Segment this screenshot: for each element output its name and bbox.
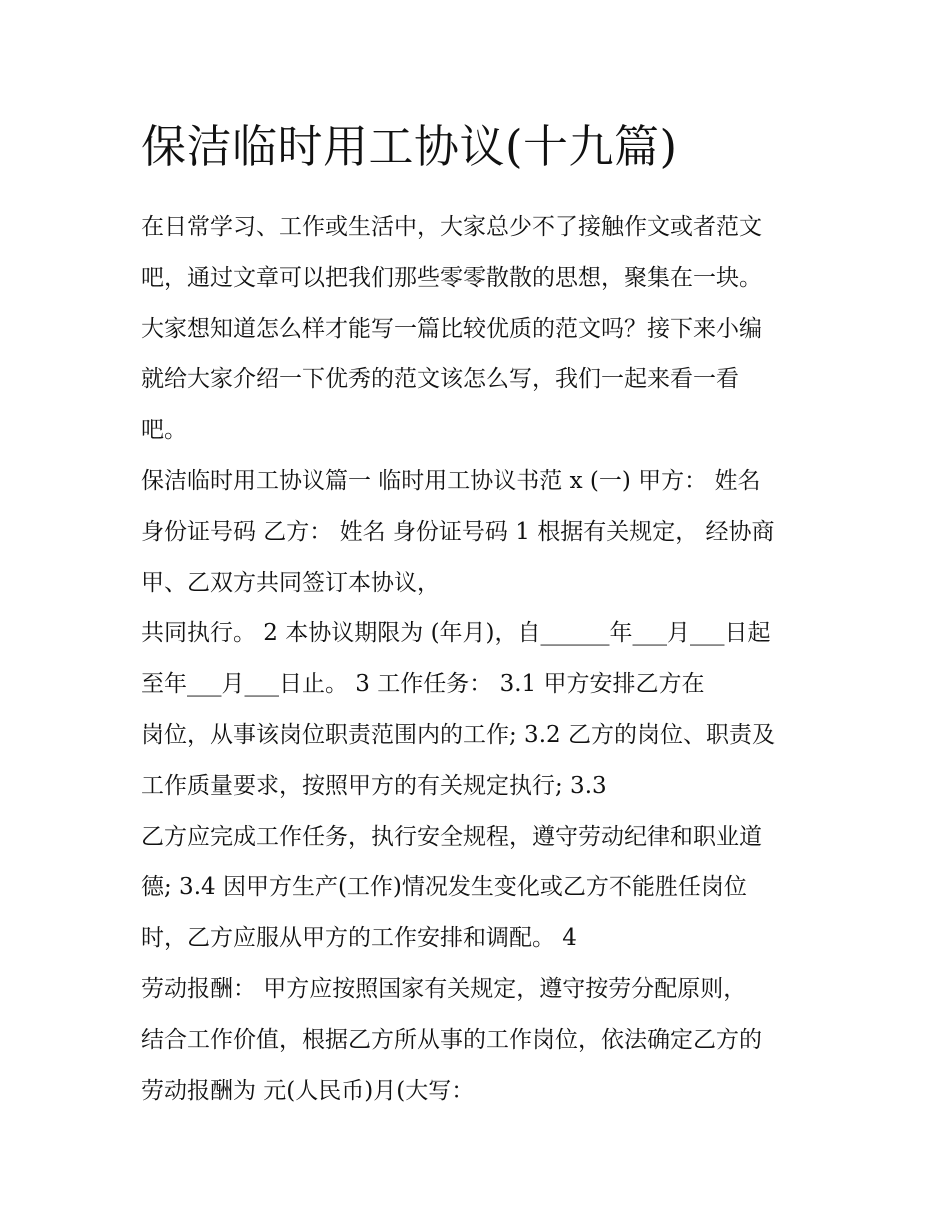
body-line: 保洁临时用工协议篇一 临时用工协议书范 x (一) 甲方： 姓名 bbox=[141, 467, 761, 494]
body-line: 吧，通过文章可以把我们那些零零散散的思想，聚集在一块。 bbox=[141, 264, 762, 291]
body-line: 乙方应完成工作任务，执行安全规程，遵守劳动纪律和职业道 bbox=[141, 823, 762, 850]
body-line: 就给大家介绍一下优秀的范文该怎么写，我们一起来看一看 bbox=[141, 366, 739, 393]
document-body bbox=[141, 112, 831, 1116]
body-line: 劳动报酬为 元(人民币)月(大写： bbox=[141, 1077, 475, 1104]
body-line: 共同执行。 2 本协议期限为 (年月)，自______年___月___日起 bbox=[141, 620, 771, 647]
body-line: 大家想知道怎么样才能写一篇比较优质的范文吗？接下来小编 bbox=[141, 315, 762, 342]
body-line: 岗位，从事该岗位职责范围内的工作; 3.2 乙方的岗位、职责及 bbox=[141, 721, 775, 748]
body-line: 劳动报酬： 甲方应按照国家有关规定，遵守按劳分配原则， bbox=[141, 975, 747, 1002]
body-line: 德; 3.4 因甲方生产(工作)情况发生变化或乙方不能胜任岗位 bbox=[141, 874, 747, 901]
body-line: 结合工作价值，根据乙方所从事的工作岗位，依法确定乙方的 bbox=[141, 1026, 762, 1053]
body-line: 吧。 bbox=[141, 417, 187, 444]
body-line: 在日常学习、工作或生活中，大家总少不了接触作文或者范文 bbox=[141, 214, 762, 240]
body-line: 甲、乙双方共同签订本协议， bbox=[141, 569, 440, 596]
body-line: 至年___月___日止。 3 工作任务： 3.1 甲方安排乙方在 bbox=[141, 671, 705, 698]
body-line: 身份证号码 乙方： 姓名 身份证号码 1 根据有关规定， 经协商 bbox=[141, 518, 775, 545]
body-line: 时，乙方应服从甲方的工作安排和调配。 4 bbox=[141, 925, 577, 952]
body-line: 工作质量要求，按照甲方的有关规定执行; 3.3 bbox=[141, 772, 607, 799]
document-title: 保洁临时用工协议(十九篇) bbox=[141, 120, 678, 173]
